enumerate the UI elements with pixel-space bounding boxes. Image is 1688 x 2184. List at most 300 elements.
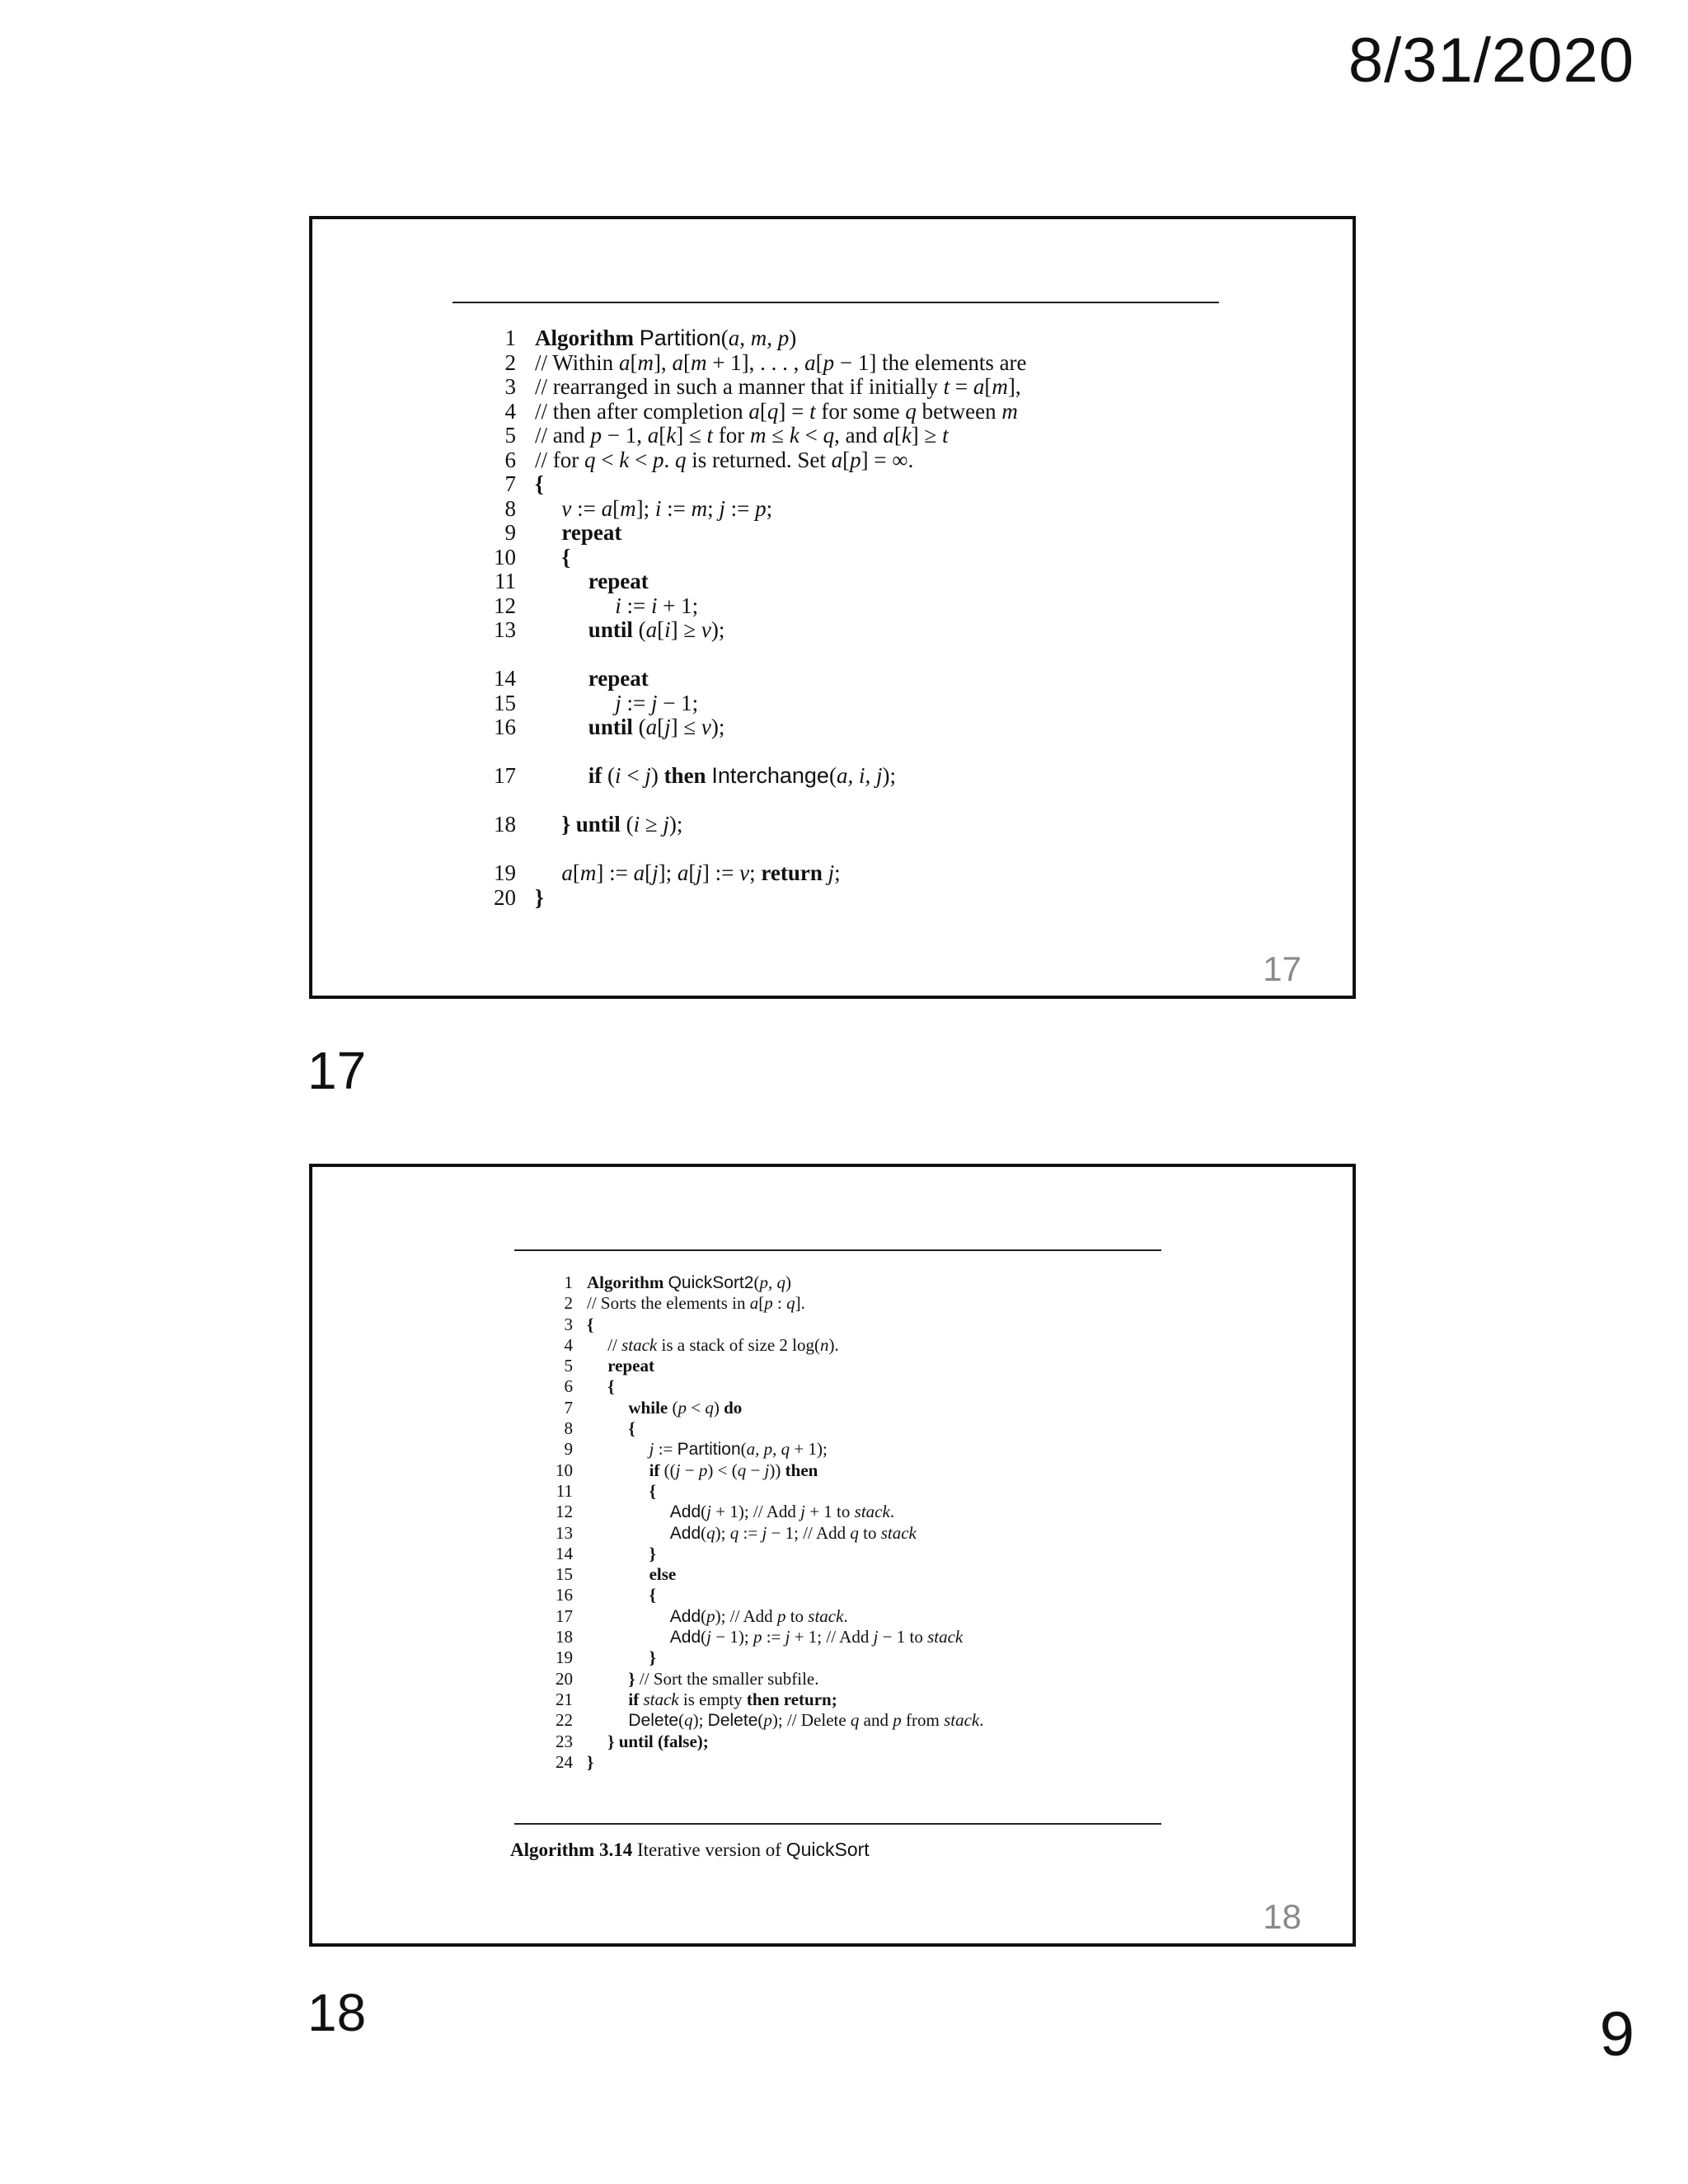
code-token: ( xyxy=(720,326,729,350)
code-token: q xyxy=(850,1710,860,1731)
code-text xyxy=(649,1564,677,1585)
code-token: [ xyxy=(842,447,851,472)
code-token: then xyxy=(663,763,706,788)
code-text xyxy=(670,1523,917,1544)
code-token: j xyxy=(785,1627,790,1647)
code-token: [ xyxy=(630,349,638,375)
code-token: j xyxy=(706,1627,712,1647)
code-token: repeat xyxy=(588,569,649,593)
code-token: := xyxy=(571,495,602,521)
code-token: q xyxy=(737,1460,747,1480)
code-token: [ xyxy=(612,495,621,521)
line-number: 7 xyxy=(564,1397,573,1418)
code-token: [ xyxy=(657,715,665,739)
code-token: < xyxy=(799,423,823,448)
slide-number: 17 xyxy=(1263,949,1301,988)
top-rule xyxy=(452,302,1219,303)
code-token: + 1); xyxy=(790,1439,828,1460)
line-number: 18 xyxy=(494,812,516,837)
code-token: a xyxy=(672,349,683,375)
slide-quicksort2 xyxy=(309,1164,1356,1947)
code-token: j xyxy=(800,1502,805,1522)
code-token: j xyxy=(696,860,702,885)
code-token: a xyxy=(883,423,894,448)
code-token: stack xyxy=(643,1689,679,1709)
code-token: } xyxy=(649,1647,656,1668)
code-text xyxy=(649,1544,656,1564)
code-token: } until xyxy=(561,812,621,837)
code-token: + 1; xyxy=(657,593,699,618)
code-text xyxy=(670,1606,848,1627)
code-token: } xyxy=(649,1543,656,1563)
code-token xyxy=(823,860,828,885)
code-text xyxy=(607,1335,839,1356)
code-token: { xyxy=(587,1314,594,1334)
code-text xyxy=(561,813,682,837)
code-token: i xyxy=(633,812,640,837)
code-token: ); xyxy=(710,715,725,739)
code-token: t xyxy=(706,423,714,448)
line-number: 9 xyxy=(504,520,516,545)
code-token: j xyxy=(675,1460,681,1480)
code-token: = xyxy=(950,374,973,399)
code-token: ); xyxy=(710,617,725,642)
top-rule xyxy=(514,1249,1161,1251)
code-text xyxy=(588,715,725,740)
code-token: := xyxy=(738,1522,762,1543)
code-token: j xyxy=(645,763,651,788)
code-token: then return; xyxy=(746,1689,837,1709)
bottom-rule xyxy=(514,1823,1161,1825)
code-token: to xyxy=(858,1522,881,1543)
code-text xyxy=(615,691,698,716)
code-token: k xyxy=(789,423,799,448)
algorithm-caption-name: QuickSort xyxy=(785,1839,870,1860)
line-number: 18 xyxy=(556,1627,573,1647)
code-text xyxy=(535,472,544,497)
line-number: 15 xyxy=(494,690,516,715)
line-number: 12 xyxy=(556,1502,573,1522)
code-token: k xyxy=(666,423,677,448)
code-token: if xyxy=(588,763,603,788)
code-text xyxy=(535,326,796,351)
code-token: to xyxy=(785,1605,809,1626)
code-token: ] ≥ xyxy=(911,423,943,448)
code-token: [ xyxy=(657,617,665,642)
code-token: < xyxy=(621,763,645,788)
code-token: m xyxy=(690,349,707,375)
code-token: t xyxy=(942,423,949,448)
line-number: 19 xyxy=(556,1647,573,1668)
code-token: stack xyxy=(880,1522,917,1543)
code-text xyxy=(607,1732,709,1752)
code-token: n xyxy=(819,1334,829,1355)
code-token: [ xyxy=(682,349,691,375)
code-token: ); xyxy=(882,763,896,788)
code-token: [ xyxy=(572,860,580,885)
code-token: p xyxy=(698,1460,708,1480)
code-token: m xyxy=(620,495,636,521)
line-number: 11 xyxy=(495,569,516,593)
code-token: // xyxy=(607,1334,622,1355)
code-text xyxy=(628,1710,983,1731)
code-token: [ xyxy=(659,423,667,448)
code-token: until xyxy=(588,715,633,739)
line-number: 6 xyxy=(504,447,516,472)
code-text xyxy=(561,546,570,570)
code-token: from xyxy=(901,1710,945,1731)
code-token: ); xyxy=(715,1522,730,1543)
code-token: j xyxy=(764,1460,770,1480)
code-token: Interchange xyxy=(711,763,829,788)
code-token: j xyxy=(762,1522,767,1543)
code-token: − xyxy=(746,1460,765,1480)
code-token: a xyxy=(618,349,631,375)
code-token: repeat xyxy=(588,666,649,691)
code-token: a, m, p xyxy=(728,326,790,350)
code-token: m xyxy=(691,495,708,521)
code-token: : xyxy=(772,1293,787,1314)
code-token: stack xyxy=(944,1710,980,1731)
code-token: ) xyxy=(650,763,664,788)
code-token: is returned. Set xyxy=(686,447,832,472)
code-token: − 1, xyxy=(602,423,648,448)
code-token: . xyxy=(663,447,675,472)
code-text xyxy=(561,861,840,886)
code-token: q xyxy=(823,423,835,448)
code-token: + 1], . . . , xyxy=(706,349,805,375)
code-token: do xyxy=(724,1397,743,1418)
code-text xyxy=(628,1398,742,1418)
code-token: a xyxy=(748,398,760,424)
line-number: 5 xyxy=(564,1356,573,1376)
code-token: ] ≤ xyxy=(670,715,701,739)
code-token: ); xyxy=(668,812,683,837)
code-token: := xyxy=(762,1627,785,1647)
code-token: i xyxy=(615,763,621,788)
code-token: [ xyxy=(645,860,653,885)
code-token: q xyxy=(850,1522,859,1543)
line-number: 20 xyxy=(556,1668,573,1689)
code-token: v xyxy=(701,715,711,739)
code-token: m xyxy=(750,423,767,448)
code-token: Add xyxy=(669,1502,701,1522)
code-token: . xyxy=(889,1502,895,1522)
code-token: } until (false); xyxy=(607,1731,709,1751)
algorithm-caption xyxy=(510,1839,870,1861)
code-token: p xyxy=(678,1397,687,1418)
code-token: // Sort the smaller subfile. xyxy=(635,1668,819,1689)
code-text xyxy=(628,1690,837,1710)
code-token: stack xyxy=(808,1605,844,1626)
line-number: 2 xyxy=(564,1293,573,1314)
code-token: q xyxy=(684,1710,693,1731)
code-token: a xyxy=(561,860,573,885)
code-token: ) xyxy=(785,1272,791,1292)
code-token: Add xyxy=(669,1523,701,1543)
code-token: stack xyxy=(927,1627,964,1647)
code-token: [ xyxy=(815,349,823,375)
code-token: ( xyxy=(701,1502,707,1522)
code-token: [ xyxy=(893,423,902,448)
code-token: v xyxy=(739,860,750,885)
code-token: stack xyxy=(854,1502,890,1522)
code-token: a xyxy=(677,860,689,885)
code-token: p xyxy=(753,1627,762,1647)
code-token: a xyxy=(633,860,645,885)
line-number: 2 xyxy=(504,349,516,375)
code-text xyxy=(649,1460,818,1481)
algorithm-caption-text: Iterative version of xyxy=(632,1840,786,1860)
code-token: j xyxy=(650,690,658,715)
code-text xyxy=(628,1418,635,1439)
code-token: ≤ xyxy=(766,423,790,448)
code-token: Add xyxy=(669,1606,701,1626)
page-number: 9 xyxy=(1599,1999,1634,2069)
code-token: , and xyxy=(834,423,884,448)
code-token: q xyxy=(674,447,687,472)
code-token: p xyxy=(763,1710,772,1731)
code-token: a xyxy=(831,447,843,472)
code-token: ) xyxy=(713,1397,724,1418)
code-token: p, q xyxy=(759,1272,785,1292)
code-text xyxy=(588,764,896,789)
code-token: ( xyxy=(632,715,646,739)
code-token: p xyxy=(590,423,602,448)
code-token: − xyxy=(680,1460,699,1480)
code-text xyxy=(535,351,1027,376)
code-token: ]; xyxy=(658,860,678,885)
code-token: [ xyxy=(984,374,992,399)
line-number: 17 xyxy=(494,763,516,788)
code-token: ], xyxy=(1007,374,1021,399)
code-token: j xyxy=(664,715,671,739)
code-token: v xyxy=(561,495,572,521)
code-token: ) xyxy=(789,326,797,350)
code-token: ( xyxy=(602,763,616,788)
code-token: p xyxy=(755,495,767,521)
code-token: . xyxy=(843,1605,848,1626)
code-token: is empty xyxy=(678,1689,747,1709)
code-token: a xyxy=(645,715,658,739)
line-number: 22 xyxy=(556,1710,573,1731)
code-token: a, p, q xyxy=(746,1439,790,1460)
code-token: t xyxy=(943,374,950,399)
slide-caption-number: 18 xyxy=(307,1983,367,2042)
code-token: // Sorts the elements in xyxy=(587,1293,750,1314)
line-number: 12 xyxy=(494,593,516,618)
line-number: 15 xyxy=(556,1564,573,1585)
code-token: p xyxy=(764,1293,773,1314)
code-token: ( xyxy=(740,1439,747,1460)
code-token: < xyxy=(595,447,620,472)
code-token: ] ≥ xyxy=(670,617,701,642)
code-token: ], xyxy=(653,349,673,375)
code-token: { xyxy=(628,1418,635,1439)
algorithm-caption-label: Algorithm 3.14 xyxy=(510,1840,633,1860)
code-token: Algorithm xyxy=(587,1272,668,1292)
code-token: ; xyxy=(834,860,841,885)
code-token: QuickSort2 xyxy=(668,1273,754,1292)
code-token: between xyxy=(916,398,1002,424)
code-token: i xyxy=(650,593,658,618)
code-token: a xyxy=(645,617,658,642)
code-token: m xyxy=(1001,398,1018,424)
code-token: } xyxy=(535,884,544,910)
line-number: 10 xyxy=(494,544,516,569)
code-text xyxy=(670,1502,894,1522)
code-token: } xyxy=(628,1668,635,1689)
code-token: while xyxy=(628,1397,668,1418)
code-text xyxy=(535,400,1018,424)
code-token: )) xyxy=(769,1460,785,1480)
code-token: a xyxy=(804,349,816,375)
line-number: 1 xyxy=(564,1272,573,1292)
code-token: ) < ( xyxy=(707,1460,738,1480)
code-text xyxy=(561,521,621,546)
code-token: ); xyxy=(692,1710,708,1731)
code-token: − 1; // Add xyxy=(767,1522,851,1543)
code-token: := xyxy=(621,690,651,715)
code-token: then xyxy=(785,1460,818,1480)
code-token: + 1; // Add xyxy=(790,1627,874,1647)
code-token: := xyxy=(621,593,651,618)
code-token: ( xyxy=(668,1397,678,1418)
code-token: p xyxy=(652,447,664,472)
code-text xyxy=(649,1439,828,1460)
line-number: 7 xyxy=(504,471,516,496)
line-number: 9 xyxy=(564,1439,573,1460)
code-token: q xyxy=(786,1293,795,1314)
code-text xyxy=(628,1669,818,1690)
code-text xyxy=(535,375,1021,400)
code-text xyxy=(535,886,544,911)
code-token: // for xyxy=(535,447,584,472)
code-token: − 1 to xyxy=(878,1627,928,1647)
code-token: ). xyxy=(828,1334,839,1355)
code-text xyxy=(649,1585,656,1605)
line-number: 19 xyxy=(494,860,516,885)
code-token: j xyxy=(706,1502,712,1522)
code-token: ] := xyxy=(701,860,740,885)
code-text xyxy=(607,1356,654,1376)
code-token: i xyxy=(654,495,662,521)
code-token: ]; xyxy=(635,495,655,521)
code-token: q xyxy=(706,1522,715,1543)
code-token: if xyxy=(628,1689,640,1709)
code-token: j xyxy=(719,495,725,521)
line-number: 8 xyxy=(564,1418,573,1439)
code-token: // Within xyxy=(535,349,619,375)
code-token: { xyxy=(649,1480,656,1501)
code-token: until xyxy=(588,617,633,642)
code-token: ( xyxy=(757,1710,764,1731)
code-token: Partition xyxy=(639,326,721,350)
code-token: ; xyxy=(707,495,720,521)
code-token: // and xyxy=(535,423,591,448)
code-token: a xyxy=(601,495,613,521)
code-token: := xyxy=(724,495,756,521)
code-token: // rearranged in such a manner that if initially xyxy=(535,374,944,399)
code-token: q xyxy=(905,398,917,424)
code-token: p xyxy=(776,1605,786,1626)
code-token: Algorithm xyxy=(535,326,640,350)
code-token: t xyxy=(809,398,816,424)
code-text xyxy=(588,618,725,643)
code-token: + 1 to xyxy=(804,1502,855,1522)
code-token: ( xyxy=(678,1710,685,1731)
code-token: Delete xyxy=(707,1711,758,1731)
code-token: j xyxy=(615,690,621,715)
page-date: 8/31/2020 xyxy=(1348,26,1634,96)
code-token: q xyxy=(705,1397,714,1418)
line-number: 13 xyxy=(494,617,516,642)
code-token: [ xyxy=(758,1293,765,1314)
line-number: 13 xyxy=(556,1522,573,1543)
code-token: − 1; xyxy=(657,690,699,715)
code-token: { xyxy=(561,544,571,569)
code-text xyxy=(588,569,649,594)
code-token: ); // Delete xyxy=(771,1710,851,1731)
line-number: 14 xyxy=(494,666,516,691)
code-token: ]. xyxy=(795,1293,805,1314)
code-token: (( xyxy=(659,1460,676,1480)
line-number: 21 xyxy=(556,1689,573,1709)
code-token: repeat xyxy=(561,520,622,545)
code-token: j xyxy=(873,1627,879,1647)
code-token: a xyxy=(647,423,659,448)
code-text xyxy=(561,497,772,522)
code-token: { xyxy=(535,471,544,496)
code-token: p xyxy=(823,349,835,375)
code-token: . xyxy=(979,1710,984,1731)
code-token: ] := xyxy=(596,860,634,885)
code-token: and xyxy=(859,1710,893,1731)
code-token: < xyxy=(686,1397,706,1418)
code-token: v xyxy=(701,617,711,642)
code-text xyxy=(587,1293,805,1314)
code-text xyxy=(587,1272,791,1293)
code-token: q xyxy=(767,398,779,424)
code-token: m xyxy=(637,349,654,375)
code-text xyxy=(649,1481,656,1502)
code-token: m xyxy=(579,860,597,885)
code-token: j xyxy=(828,860,835,885)
code-text xyxy=(535,448,913,473)
line-number: 3 xyxy=(504,374,516,399)
code-token: { xyxy=(607,1376,615,1397)
line-number: 4 xyxy=(564,1334,573,1355)
code-token: j xyxy=(649,1439,654,1460)
code-token: ≥ xyxy=(640,812,663,837)
code-token: is a stack of size 2 log( xyxy=(657,1334,820,1355)
line-number: 4 xyxy=(504,398,516,424)
code-text xyxy=(587,1315,593,1335)
code-token: for some xyxy=(815,398,906,424)
code-token: := xyxy=(661,495,692,521)
code-token: p xyxy=(706,1605,715,1626)
line-number: 24 xyxy=(556,1751,573,1772)
line-number: 1 xyxy=(504,326,516,350)
code-token: ( xyxy=(701,1605,707,1626)
code-token: else xyxy=(649,1564,677,1585)
code-token: a xyxy=(749,1293,759,1314)
line-number: 23 xyxy=(556,1731,573,1751)
line-number: 16 xyxy=(556,1585,573,1605)
code-token: { xyxy=(649,1585,656,1605)
code-token: := xyxy=(654,1439,678,1460)
code-token: j xyxy=(663,812,669,837)
